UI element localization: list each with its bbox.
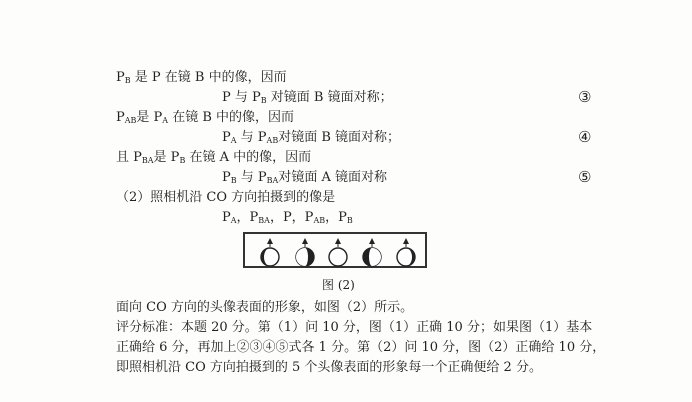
text-line-7: （2）照相机沿 CO 方向拍摄到的像是 xyxy=(116,190,336,205)
paragraph-line-2: 评分标准：本题 20 分。第（1）问 10 分，图（1）正确 10 分；如果图（1）基本 xyxy=(116,320,593,335)
figure-2-frame xyxy=(243,232,427,268)
figure-caption: 图 (2) xyxy=(322,278,355,292)
subscript: B xyxy=(230,176,237,185)
equation-number-4: ④ xyxy=(578,128,592,146)
symbol: P xyxy=(222,210,231,225)
text-line-4 xyxy=(222,130,400,146)
text: 是 P xyxy=(136,110,163,125)
symbol: P xyxy=(116,70,125,85)
symbol: P xyxy=(222,170,231,185)
subscript: A xyxy=(230,216,237,225)
moon-crescent-right-icon xyxy=(393,237,419,267)
text: 是 P 在镜 B 中的像，因而 xyxy=(130,70,287,85)
subscript: AB xyxy=(313,216,326,225)
subscript: B xyxy=(179,156,186,165)
paragraph-line-1: 面向 CO 方向的头像表面的形象，如图（2）所示。 xyxy=(116,300,414,315)
subscript: BA xyxy=(141,156,154,165)
text-line-2 xyxy=(222,90,393,106)
text: ，P xyxy=(236,210,259,225)
text-line-6 xyxy=(222,170,387,186)
text: ，P xyxy=(325,210,347,225)
text: 对镜面 A 镜面对称 xyxy=(278,170,387,185)
text: 且 P xyxy=(116,150,142,165)
symbol: P xyxy=(222,130,231,145)
equation-number-3: ③ xyxy=(578,88,592,106)
equation-number-5: ⑤ xyxy=(578,168,592,186)
text-line-5 xyxy=(116,150,311,166)
text: 与 P xyxy=(236,130,267,145)
text: 与 P xyxy=(236,170,267,185)
text-line-1 xyxy=(116,70,287,86)
text: 对镜面 B 镜面对称； xyxy=(278,130,401,145)
subscript: BA xyxy=(266,176,279,185)
moon-open-icon xyxy=(325,237,351,267)
subscript: B xyxy=(346,216,353,225)
text-line-8 xyxy=(222,210,353,226)
subscript: B xyxy=(260,96,267,105)
moon-dark-left-icon xyxy=(359,237,385,267)
subscript: A xyxy=(162,116,169,125)
paragraph-line-4: 即照相机沿 CO 方向拍摄到的 5 个头像表面的形象每一个正确便给 2 分。 xyxy=(116,360,542,375)
subscript: AB xyxy=(124,116,137,125)
moon-dark-right-icon xyxy=(292,237,318,267)
text: 在镜 B 中的像，因而 xyxy=(168,110,295,125)
symbol: P xyxy=(116,110,125,125)
text: 是 P xyxy=(153,150,180,165)
paragraph-line-3: 正确给 6 分，再加上②③④⑤式各 1 分。第（2）问 10 分，图（2）正确给 10 分， xyxy=(116,340,606,355)
subscript: AB xyxy=(266,136,279,145)
text: 在镜 A 中的像，因而 xyxy=(185,150,312,165)
text: P 与 P xyxy=(222,90,261,105)
subscript: A xyxy=(230,136,237,145)
moon-crescent-left-icon xyxy=(257,237,283,267)
text: ，P，P xyxy=(269,210,314,225)
text: 对镜面 B 镜面对称； xyxy=(266,90,393,105)
subscript: B xyxy=(124,76,131,85)
text-line-3 xyxy=(116,110,294,126)
subscript: BA xyxy=(258,216,270,225)
